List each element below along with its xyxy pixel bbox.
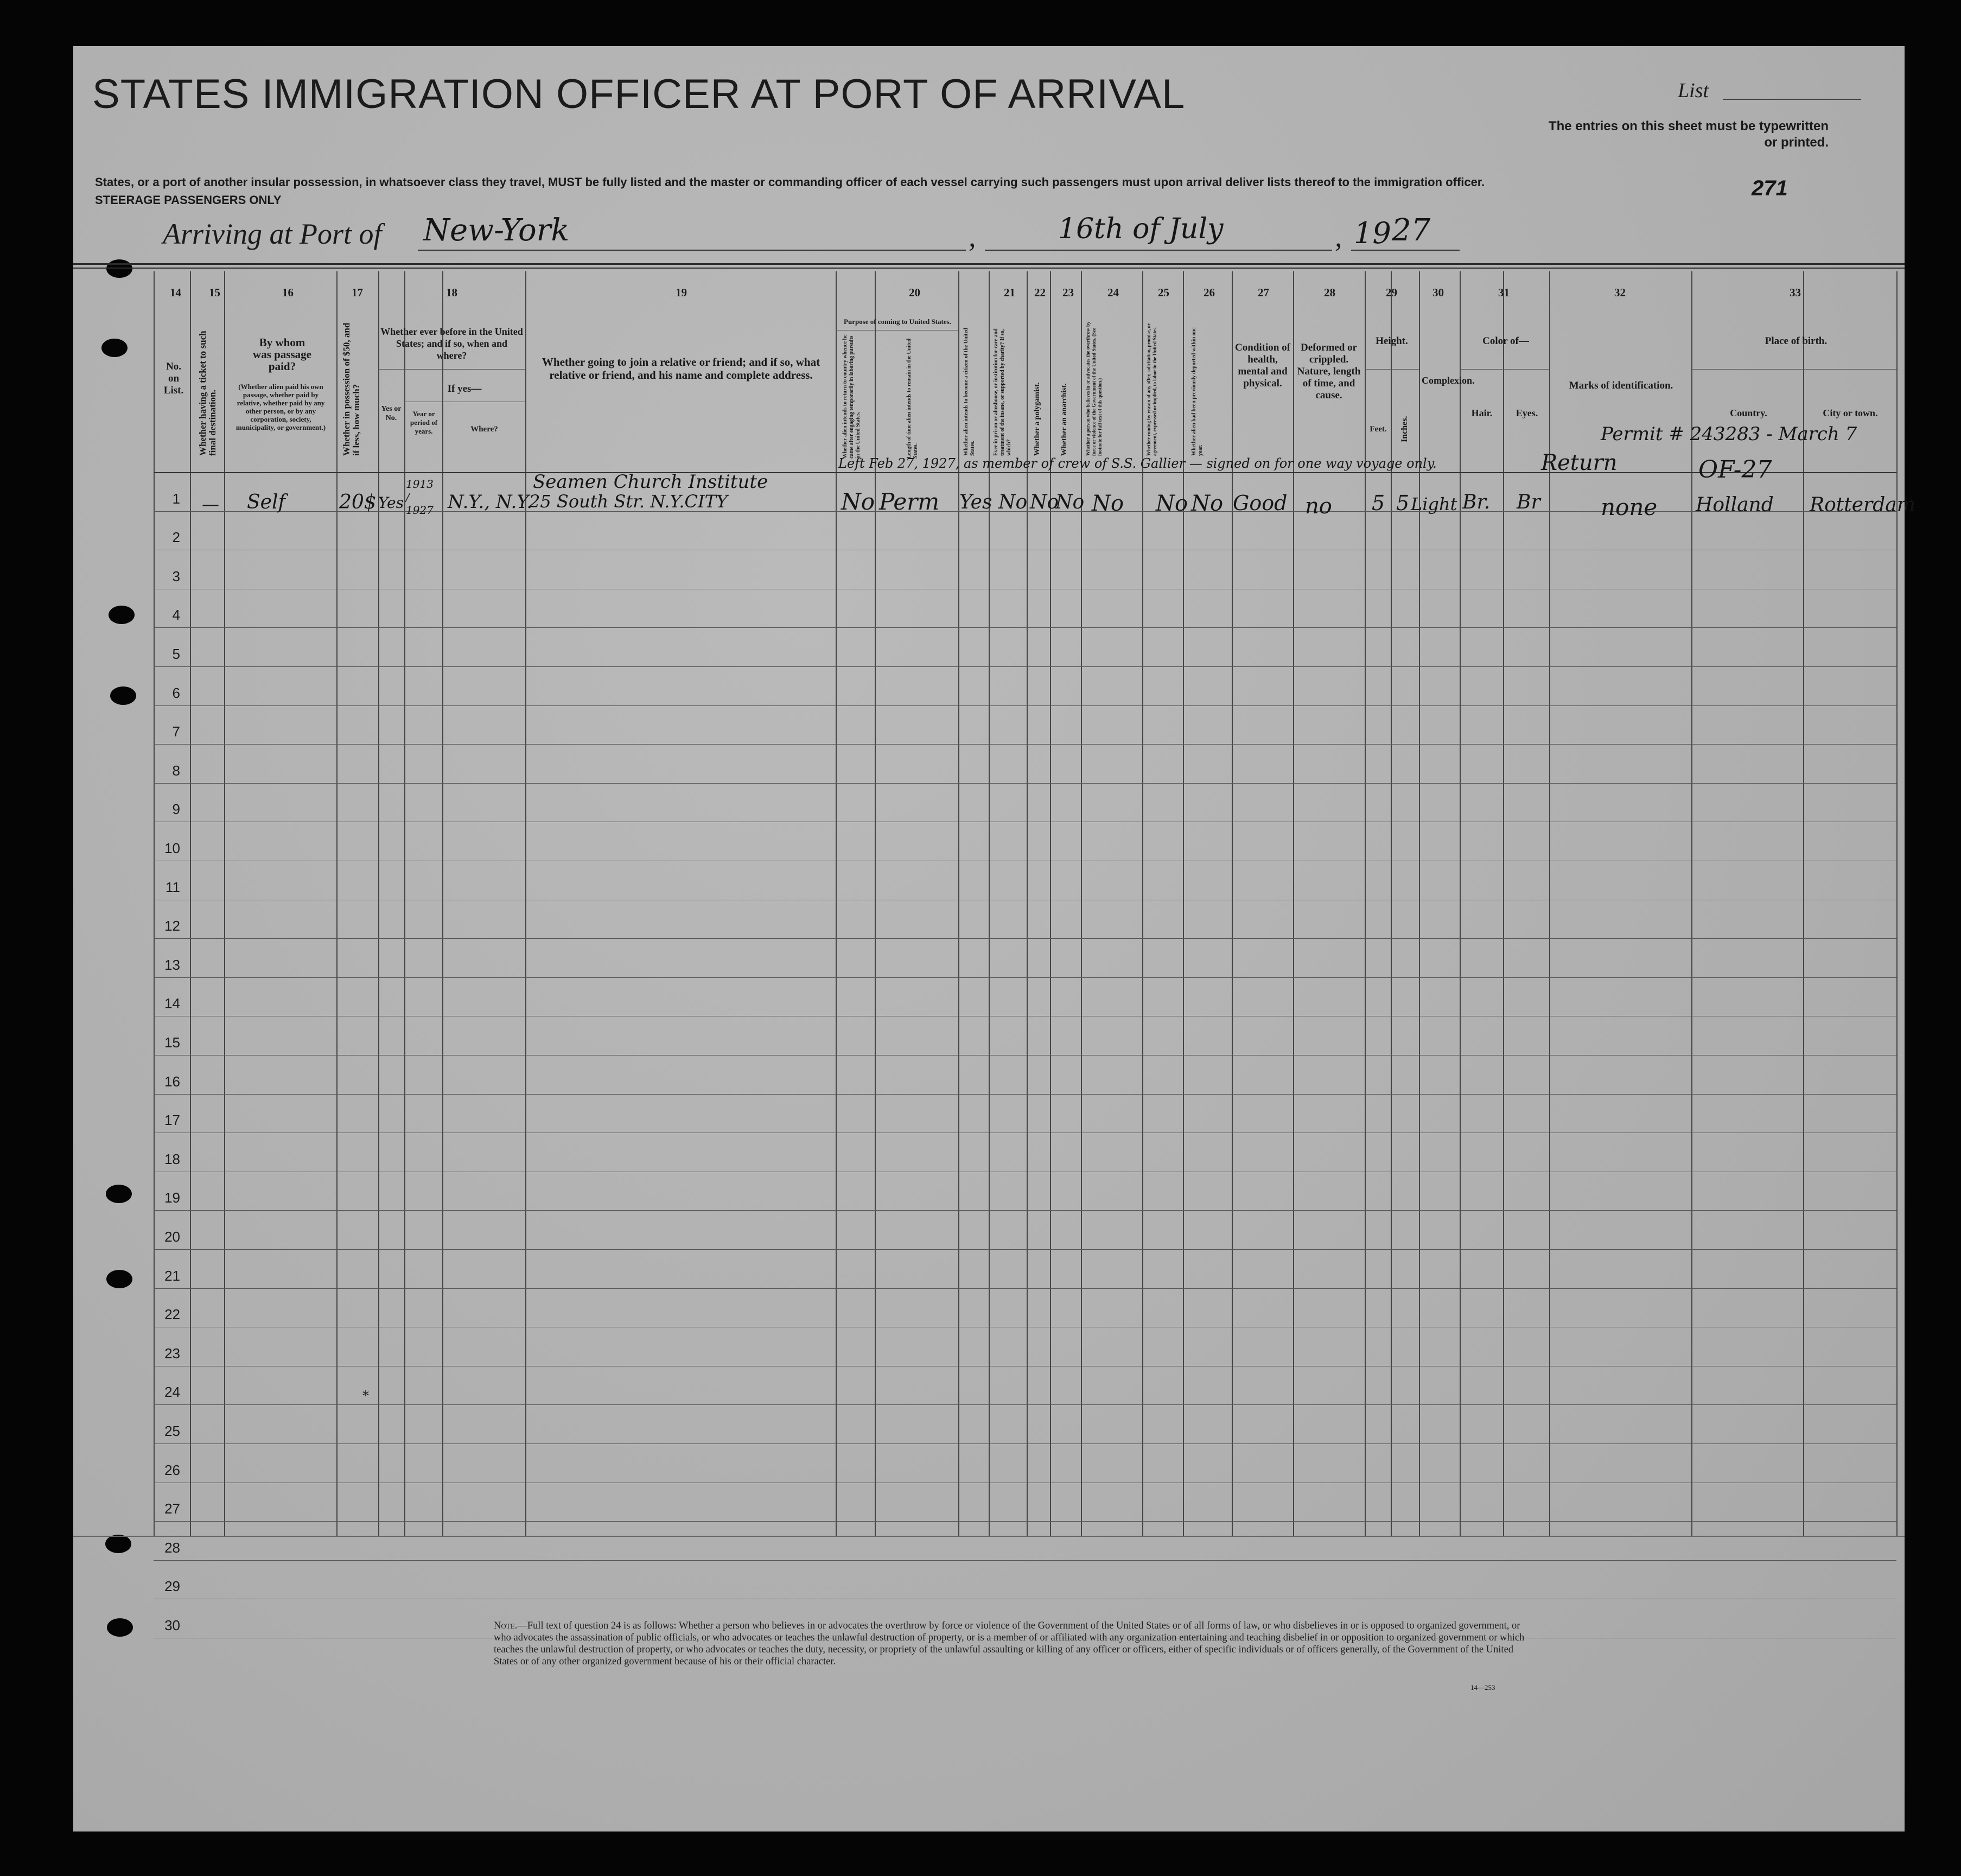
row-number: 24 — [164, 1384, 180, 1401]
header-rule — [73, 268, 1905, 269]
header-yes-no: Yes or No. — [381, 405, 402, 422]
column-line — [525, 271, 526, 1536]
port-value: New-York — [423, 213, 570, 248]
row-number: 22 — [164, 1306, 180, 1323]
row-number: 28 — [164, 1539, 180, 1556]
row-number: 11 — [165, 879, 180, 895]
year-prefix: 19 — [1354, 216, 1391, 250]
row-number: 8 — [172, 762, 180, 779]
row-number: 23 — [164, 1345, 180, 1362]
header-inches: Inches. — [1400, 416, 1409, 442]
column-line — [1803, 271, 1804, 1536]
steerage-label: STEERAGE PASSENGERS ONLY — [95, 193, 282, 207]
header-color-of: Color of— — [1482, 335, 1529, 347]
header-before-in-us: Whether ever before in the United States; and if so, when and where? — [380, 326, 523, 361]
row-line — [154, 783, 1896, 784]
row-number: 3 — [172, 568, 180, 584]
address-line1: Seamen Church Institute — [533, 471, 768, 493]
header-length-of-stay: Length of time alien intends to remain in the United States. — [906, 338, 919, 459]
list-number-line — [1723, 99, 1861, 100]
column-line — [836, 271, 837, 1536]
column-line — [442, 271, 443, 1536]
row-number: 15 — [164, 1034, 180, 1051]
city-value: Rotterdam — [1810, 494, 1915, 516]
deported-value: No — [1191, 491, 1224, 516]
port-line — [418, 250, 966, 251]
sheet-instructions: The entries on this sheet must be typewritten or printed. — [1548, 119, 1829, 150]
header-deported: Whether alien had been previously deported within one year. — [1191, 327, 1204, 456]
page-title: STATES IMMIGRATION OFFICER AT PORT OF ARRIVAL — [92, 71, 1186, 117]
row-line — [154, 1521, 1896, 1522]
feet-value: 5 — [1372, 491, 1385, 515]
punch-hole — [106, 1185, 132, 1203]
punch-hole — [101, 339, 128, 357]
header-health: Condition of health, mental and physical. — [1235, 342, 1290, 389]
column-number: 22 — [1034, 286, 1046, 299]
row-number: 18 — [164, 1150, 180, 1167]
header-country: Country. — [1730, 408, 1767, 418]
header-bottom-line — [154, 472, 1896, 473]
column-number: 16 — [282, 286, 294, 299]
eyes-value: Br — [1517, 491, 1540, 513]
column-number: 14 — [170, 286, 181, 299]
header-eyes: Eyes. — [1516, 408, 1538, 418]
row-line — [154, 744, 1896, 745]
column-number: 33 — [1790, 286, 1801, 299]
arriving-label: Arriving at Port of — [163, 218, 382, 250]
row-number: 14 — [164, 995, 180, 1012]
header-prison: Ever in prison or almshouse, or institution for care and treatment of the insane, or supported by charity? If so, which? — [993, 328, 1012, 456]
polygamist-value: No — [1030, 491, 1059, 513]
punch-hole — [107, 1618, 133, 1637]
money-value: 20$ — [339, 491, 377, 513]
health-value: Good — [1233, 491, 1288, 515]
inches-value: 5 — [1396, 491, 1410, 515]
row-line — [154, 1288, 1896, 1289]
citizen-value: Yes — [959, 491, 992, 513]
row-number: 5 — [172, 646, 180, 662]
row-line — [154, 1094, 1896, 1095]
row-number: 29 — [164, 1578, 180, 1595]
address-line2: 25 South Str. N.Y.CITY — [529, 491, 728, 512]
where-value: N.Y., N.Y. — [448, 491, 533, 513]
column-number: 30 — [1432, 286, 1444, 299]
header-money: Whether in possession of $50, and if less, how much? — [341, 322, 361, 456]
row-number: 9 — [172, 801, 180, 818]
punch-hole — [106, 1270, 132, 1288]
subheader-line — [1365, 369, 1419, 370]
header-anarchist: Whether an anarchist. — [1060, 383, 1068, 456]
labor-offer-value: No — [1156, 491, 1188, 516]
header-passage-paid-sub: (Whether alien paid his own passage, whether paid by relative, whether paid by any other person, or by any corporation, society, municipality, or government.) — [235, 383, 326, 431]
column-number: 26 — [1204, 286, 1215, 299]
column-number: 32 — [1614, 286, 1626, 299]
before-yes-value: Yes — [378, 494, 404, 512]
row-number: 27 — [164, 1500, 180, 1517]
subheader-line — [1460, 369, 1549, 370]
column-number: 25 — [1158, 286, 1169, 299]
row-line — [154, 1249, 1896, 1250]
punch-hole — [110, 686, 136, 705]
row-number: 13 — [164, 956, 180, 973]
column-number: 29 — [1386, 286, 1397, 299]
row-number: 25 — [164, 1423, 180, 1439]
column-line — [224, 271, 225, 1536]
return-intent-value: No — [841, 488, 875, 515]
column-line — [1691, 271, 1692, 1536]
row-number: 30 — [164, 1617, 180, 1633]
header-passage-paid: By whom was passage paid? — [253, 336, 311, 373]
header-if-yes: If yes— — [447, 383, 482, 395]
header-height: Height. — [1376, 335, 1408, 347]
length-of-stay-value: Perm — [879, 488, 940, 515]
header-list-number: No. on List. — [163, 361, 184, 396]
comma: , — [1335, 220, 1342, 253]
column-number: 19 — [676, 286, 687, 299]
footnote-text: —Full text of question 24 is as follows: Whether a person who believes in or advocates the overthrow by force or violence of the Government of the United States or of all forms of law, or who disbelieves in or is opposed to organized government, or who advocates the assassination of public officials, or who advocates or teaches the unlawful destruction of property, or is a member of or affiliated with any organization entertaining and teaching disbelief in or opposition to organized government or which teaches the unlawful destruction of property, or who advocates or teaches the duty, necessity, or propriety of the unlawful assaulting or killing of any officer or officers, either of specific individuals or of officers generally, of the Government of the United States or of any other organized government because of his or their official character. — [494, 1620, 1525, 1667]
header-city: City or town. — [1823, 408, 1878, 418]
column-number: 28 — [1324, 286, 1335, 299]
ticket-value: — — [202, 494, 219, 514]
header-polygamist: Whether a polygamist. — [1033, 382, 1041, 456]
row-line — [154, 627, 1896, 628]
row-number: 16 — [164, 1073, 180, 1090]
row-line — [154, 977, 1896, 978]
column-line — [378, 271, 379, 1536]
row-number: 20 — [164, 1229, 180, 1245]
row-number: 1 — [172, 490, 180, 507]
header-labor-offer: Whether coming by reason of any offer, solicitation, promise, or agreement, expressed or implied, to labor in the United States. — [1146, 323, 1157, 456]
column-number: 31 — [1498, 286, 1510, 299]
header-complexion: Complexion. — [1422, 375, 1475, 386]
subheader-line — [378, 369, 525, 370]
row-line — [154, 938, 1896, 939]
row-number: 2 — [172, 529, 180, 546]
column-number: 15 — [209, 286, 220, 299]
return-note: Return — [1541, 450, 1618, 475]
row-line — [154, 1210, 1896, 1211]
comma: , — [969, 220, 976, 253]
header-purpose: Purpose of coming to United States. — [844, 317, 951, 326]
list-label: List — [1678, 79, 1709, 102]
footnote-label: Note. — [494, 1620, 518, 1631]
row-number: 12 — [164, 918, 180, 934]
row-number: 7 — [172, 723, 180, 740]
row-number: 21 — [164, 1267, 180, 1284]
column-number: 24 — [1107, 286, 1119, 299]
date-line — [985, 250, 1332, 251]
prison-value: No — [998, 491, 1028, 513]
header-ticket: Whether having a ticket to such final destination. — [198, 330, 218, 456]
row-number: 4 — [172, 607, 180, 624]
year-value: 27 — [1392, 213, 1431, 248]
column-line — [336, 271, 338, 1536]
row-line — [154, 666, 1896, 667]
column-line — [1896, 271, 1898, 1536]
column-number: 23 — [1062, 286, 1074, 299]
column-number: 20 — [909, 286, 920, 299]
subheader-line — [1691, 369, 1896, 370]
voyage-remark: Left Feb 27, 1927, as member of crew of S.S. Gallier — signed on for one way voyage only. — [838, 456, 1437, 471]
column-number: 27 — [1258, 286, 1269, 299]
permit-note: Permit # 243283 - March 7 — [1601, 423, 1857, 445]
listing-statement: States, or a port of another insular possession, in whatsoever class they travel, MUST be fully listed and the master or commanding officer of each vessel carrying such passengers must upon arrival deliver lists thereof to the immigration officer. — [95, 175, 1485, 189]
hair-value: Br. — [1462, 491, 1491, 513]
country-value: Holland — [1696, 494, 1774, 516]
day-value: 16th of July — [1058, 213, 1224, 245]
column-number: 18 — [446, 286, 457, 299]
header-feet: Feet. — [1370, 425, 1387, 434]
header-join-relative: Whether going to join a relative or friend; and if so, what relative or friend, and his name and complete address. — [542, 355, 820, 381]
punch-hole — [109, 606, 135, 624]
years-value: 1913 / 1927 — [406, 478, 434, 517]
row-number: 6 — [172, 684, 180, 701]
header-overthrow: Whether a person who believes in or advocates the overthrow by force or violence of the Government of the United States. (See footnote for full text of this question.) — [1085, 321, 1103, 456]
row-line — [154, 705, 1896, 706]
header-where: Where? — [470, 425, 498, 434]
column-line — [190, 271, 191, 1536]
column-line — [1503, 271, 1504, 1536]
overthrow-value: No — [1092, 491, 1124, 516]
column-line — [404, 271, 405, 1536]
deformed-value: no — [1305, 494, 1332, 519]
marks-value: none — [1601, 494, 1658, 520]
column-number: 21 — [1004, 286, 1015, 299]
row-line — [154, 1404, 1896, 1405]
anarchist-value: No — [1055, 491, 1085, 513]
row-line — [154, 1560, 1896, 1561]
permit-code: OF-27 — [1698, 456, 1772, 484]
row-number: 19 — [164, 1190, 180, 1206]
row-number: 10 — [164, 840, 180, 856]
sheet-number: 271 — [1752, 176, 1788, 200]
punch-hole — [106, 259, 132, 278]
row-number: 26 — [164, 1461, 180, 1478]
header-marks: Marks of identification. — [1569, 380, 1673, 391]
footnote — [494, 1620, 1536, 1668]
row-24-mark: * — [362, 1388, 369, 1403]
header-return-intent: Whether alien intends to return to country whence he came after engaging temporarily in laboring pursuits in the United States. — [842, 334, 861, 459]
column-line — [1460, 271, 1461, 1536]
row-number: 17 — [164, 1112, 180, 1129]
punch-hole — [105, 1535, 131, 1553]
form-code: 14—253 — [1470, 1683, 1495, 1691]
complexion-value: Light — [1411, 494, 1457, 514]
header-rule — [73, 263, 1905, 265]
table-bottom-line — [73, 1536, 1905, 1537]
column-number: 17 — [352, 286, 363, 299]
header-hair: Hair. — [1471, 408, 1493, 418]
header-year: Year or period of years. — [410, 410, 438, 435]
paid-by-value: Self — [247, 491, 285, 513]
header-deformed: Deformed or crippled. Nature, length of time, and cause. — [1297, 342, 1361, 401]
header-citizen: Whether alien intends to become a citizen of the United States. — [963, 328, 976, 456]
header-place-of-birth: Place of birth. — [1765, 335, 1828, 347]
row-line — [154, 1443, 1896, 1444]
